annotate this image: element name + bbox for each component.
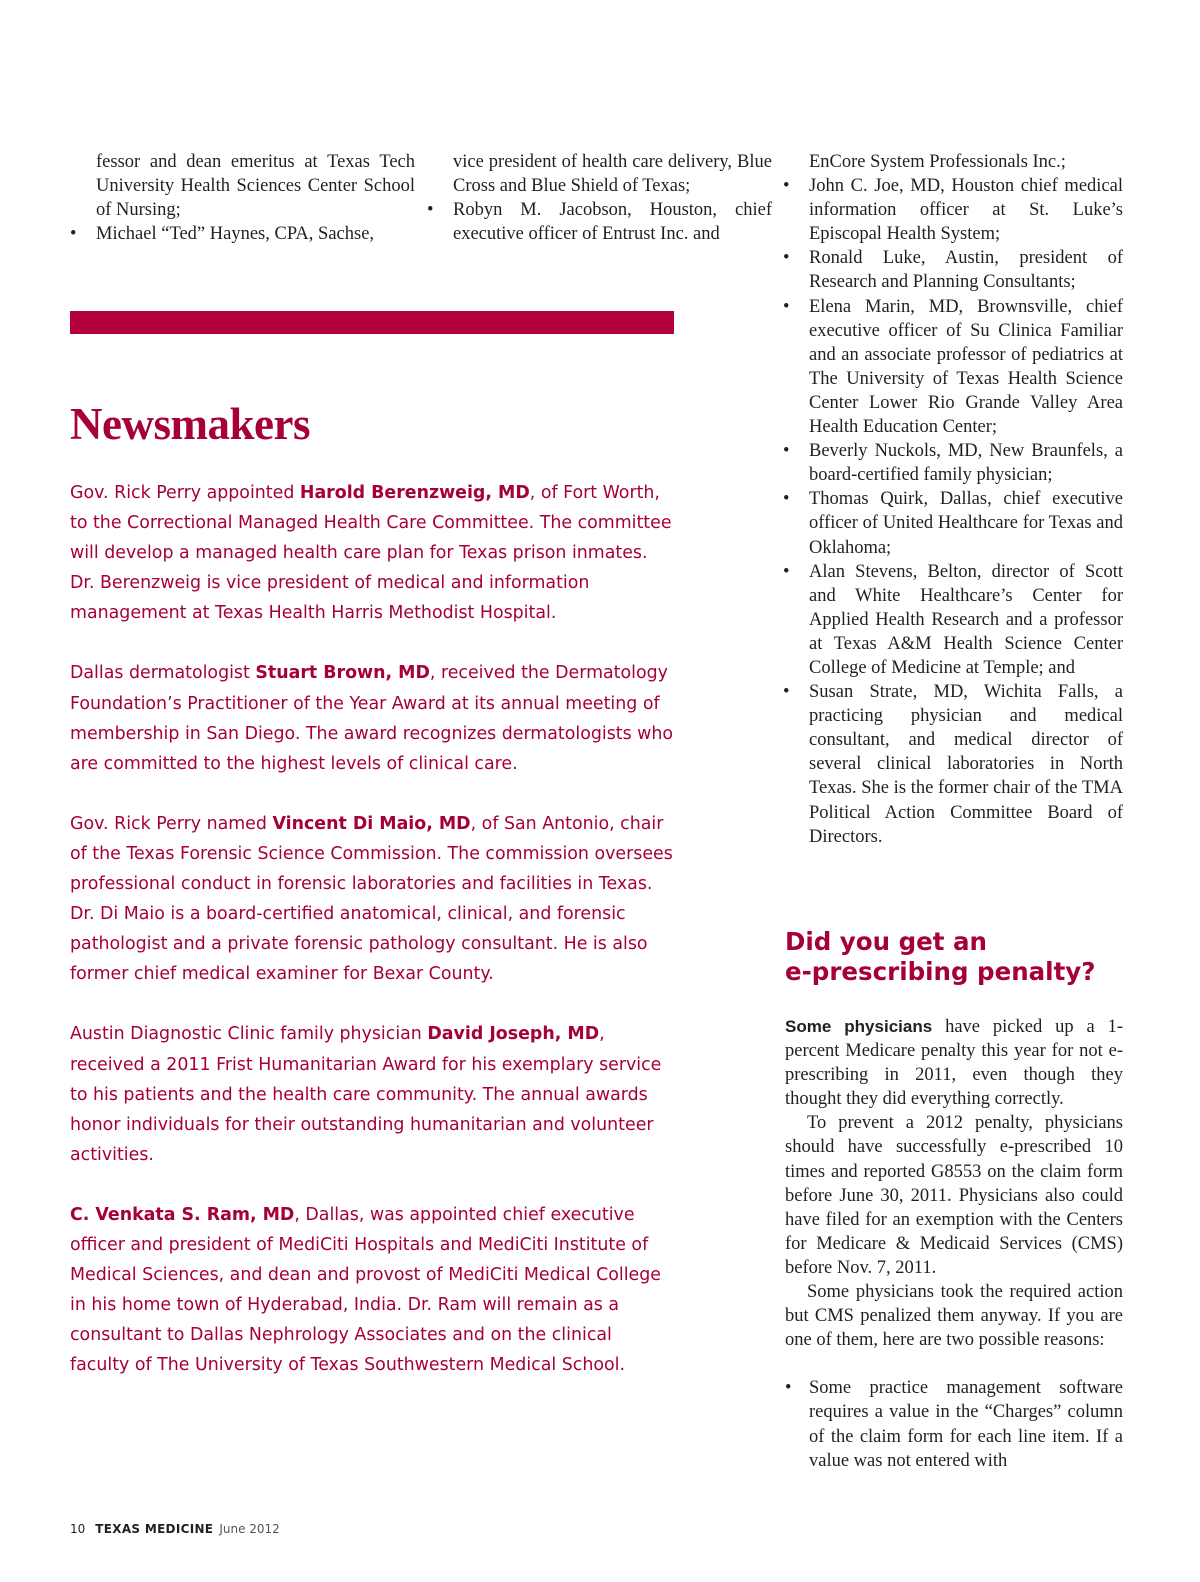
list-item: • Susan Strate, MD, Wichita Falls, a practicing physician and medical consultant, and medical director of several clinical laboratories in North Texas. She is the former chair of the TMA Political Action Committee Board of Directors. (783, 680, 1123, 849)
news-item-name: David Joseph, MD (427, 1024, 600, 1045)
section-divider-bar (70, 311, 674, 334)
list-item: • John C. Joe, MD, Houston chief medical information officer at St. Luke’s Episcopal Health System; (783, 174, 1123, 246)
sidebar-lead-in: Some physicians (785, 1017, 933, 1036)
sidebar-title (785, 927, 1125, 987)
bullet-list (783, 174, 1123, 849)
news-item-name: Vincent Di Maio, MD (272, 813, 471, 834)
news-item-intro: Austin Diagnostic Clinic family physician (70, 1024, 428, 1045)
sidebar-paragraph (785, 1015, 1123, 1111)
news-item-intro: Gov. Rick Perry named (70, 813, 273, 834)
sidebar-body (785, 1015, 1123, 1473)
news-item (70, 1200, 676, 1381)
list-item: • Michael “Ted” Haynes, CPA, Sachse, (70, 222, 415, 246)
list-item: • Robyn M. Jacobson, Houston, chief executive officer of Entrust Inc. and (427, 198, 772, 246)
sidebar-paragraph: Some physicians took the required action but CMS penalized them anyway. If you are one of them, here are two possible reasons: (785, 1282, 1123, 1351)
sidebar-paragraph: To prevent a 2012 penalty, physicians should have successfully e-prescribed 10 times and reported G8553 on the claim form before June 30, 2011. Physicians also could have filed for an exemption with the Centers for Medicare & Medicaid Services (CMS) before Nov. 7, 2011. (785, 1113, 1123, 1278)
news-item-name: Stuart Brown, MD (255, 663, 430, 684)
news-item-text: , of Fort Worth, to the Correctional Managed Health Care Committee. The committee will develop a managed health care plan for Texas prison inmates. Dr. Berenzweig is vice president of medical and information management at Texas Health Harris Methodist Hospital. (70, 483, 672, 624)
news-item-name: Harold Berenzweig, MD (299, 483, 530, 503)
sidebar-title-line: Did you get an (785, 927, 987, 956)
list-continuation: EnCore System Professionals Inc.; (809, 152, 1066, 172)
list-continuation: vice president of health care delivery, Blue Cross and Blue Shield of Texas; (453, 152, 772, 197)
list-continuation: fessor and dean emeritus at Texas Tech University Health Sciences Center School of Nursing; (96, 152, 415, 221)
news-item-text: , received the Dermatology Foundation’s Practitioner of the Year Award at its annual meeting of membership in San Diego. The award recognizes dermatologists who are committed to the highest levels of clinical care. (70, 663, 674, 774)
column-3-list (783, 150, 1123, 849)
issue-date: June 2012 (219, 1522, 280, 1536)
news-item (70, 478, 676, 628)
list-item: • Elena Marin, MD, Brownsville, chief executive officer of Su Clinica Familiar and an associate professor of pediatrics at The University of Texas Health Science Center Lower Rio Grande Valley Area Health Education Center; (783, 295, 1123, 440)
sidebar-title-line: e-prescribing penalty? (785, 957, 1096, 986)
bullet-list (70, 222, 415, 246)
bullet-list (427, 198, 772, 246)
magazine-name: TEXAS MEDICINE (95, 1522, 214, 1536)
page-footer (70, 1522, 280, 1536)
list-item: • Some practice management software requires a value in the “Charges” column of the claim form for each line item. If a value was not entered with (785, 1376, 1123, 1472)
list-item: • Alan Stevens, Belton, director of Scott and White Healthcare’s Center for Applied Health Research and a professor at Texas A&M Health Science Center College of Medicine at Temple; and (783, 560, 1123, 680)
column-2-top (427, 150, 772, 246)
page-number: 10 (70, 1522, 86, 1536)
news-item-text: , Dallas, was appointed chief executive officer and president of MediCiti Hospitals and MediCiti Institute of Medical Sciences, and dean and provost of MediCiti Medical College in his home town of Hyderabad, India. Dr. Ram will remain as a consultant to Dallas Nephrology Associates and on the clinical faculty of The University of Texas Southwestern Medical School. (70, 1204, 661, 1376)
news-item (70, 809, 676, 990)
list-item: • Ronald Luke, Austin, president of Research and Planning Consultants; (783, 246, 1123, 294)
news-item-intro: Dallas dermatologist (70, 663, 256, 684)
list-item: • Beverly Nuckols, MD, New Braunfels, a board-certified family physician; (783, 439, 1123, 487)
news-item-intro: Gov. Rick Perry appointed (70, 483, 300, 503)
news-item (70, 1019, 676, 1169)
section-heading: Newsmakers (70, 399, 310, 449)
sidebar-paragraph-text: have picked up a 1-percent Medicare penalty this year for not e-prescribing in 2011, even though they thought they did everything correctly. (785, 1017, 1124, 1110)
news-item-name: C. Venkata S. Ram, MD (70, 1204, 295, 1225)
column-1-top (70, 150, 415, 246)
news-item-text: , received a 2011 Frist Humanitarian Award for his exemplary service to his patients and the health care community. The annual awards honor individuals for their outstanding humanitarian and volunteer activities. (70, 1024, 662, 1165)
list-item: • Thomas Quirk, Dallas, chief executive officer of United Healthcare for Texas and Oklahoma; (783, 487, 1123, 559)
news-item-text: , of San Antonio, chair of the Texas Forensic Science Commission. The commission oversees professional conduct in forensic laboratories and facilities in Texas. Dr. Di Maio is a board-certified anatomical, clinical, and forensic pathologist and a private forensic pathology consultant. He is also former chief medical examiner for Bexar County. (70, 813, 673, 985)
newsmakers-body (70, 478, 676, 1410)
sidebar-bullet-list (785, 1376, 1123, 1472)
news-item (70, 658, 676, 778)
